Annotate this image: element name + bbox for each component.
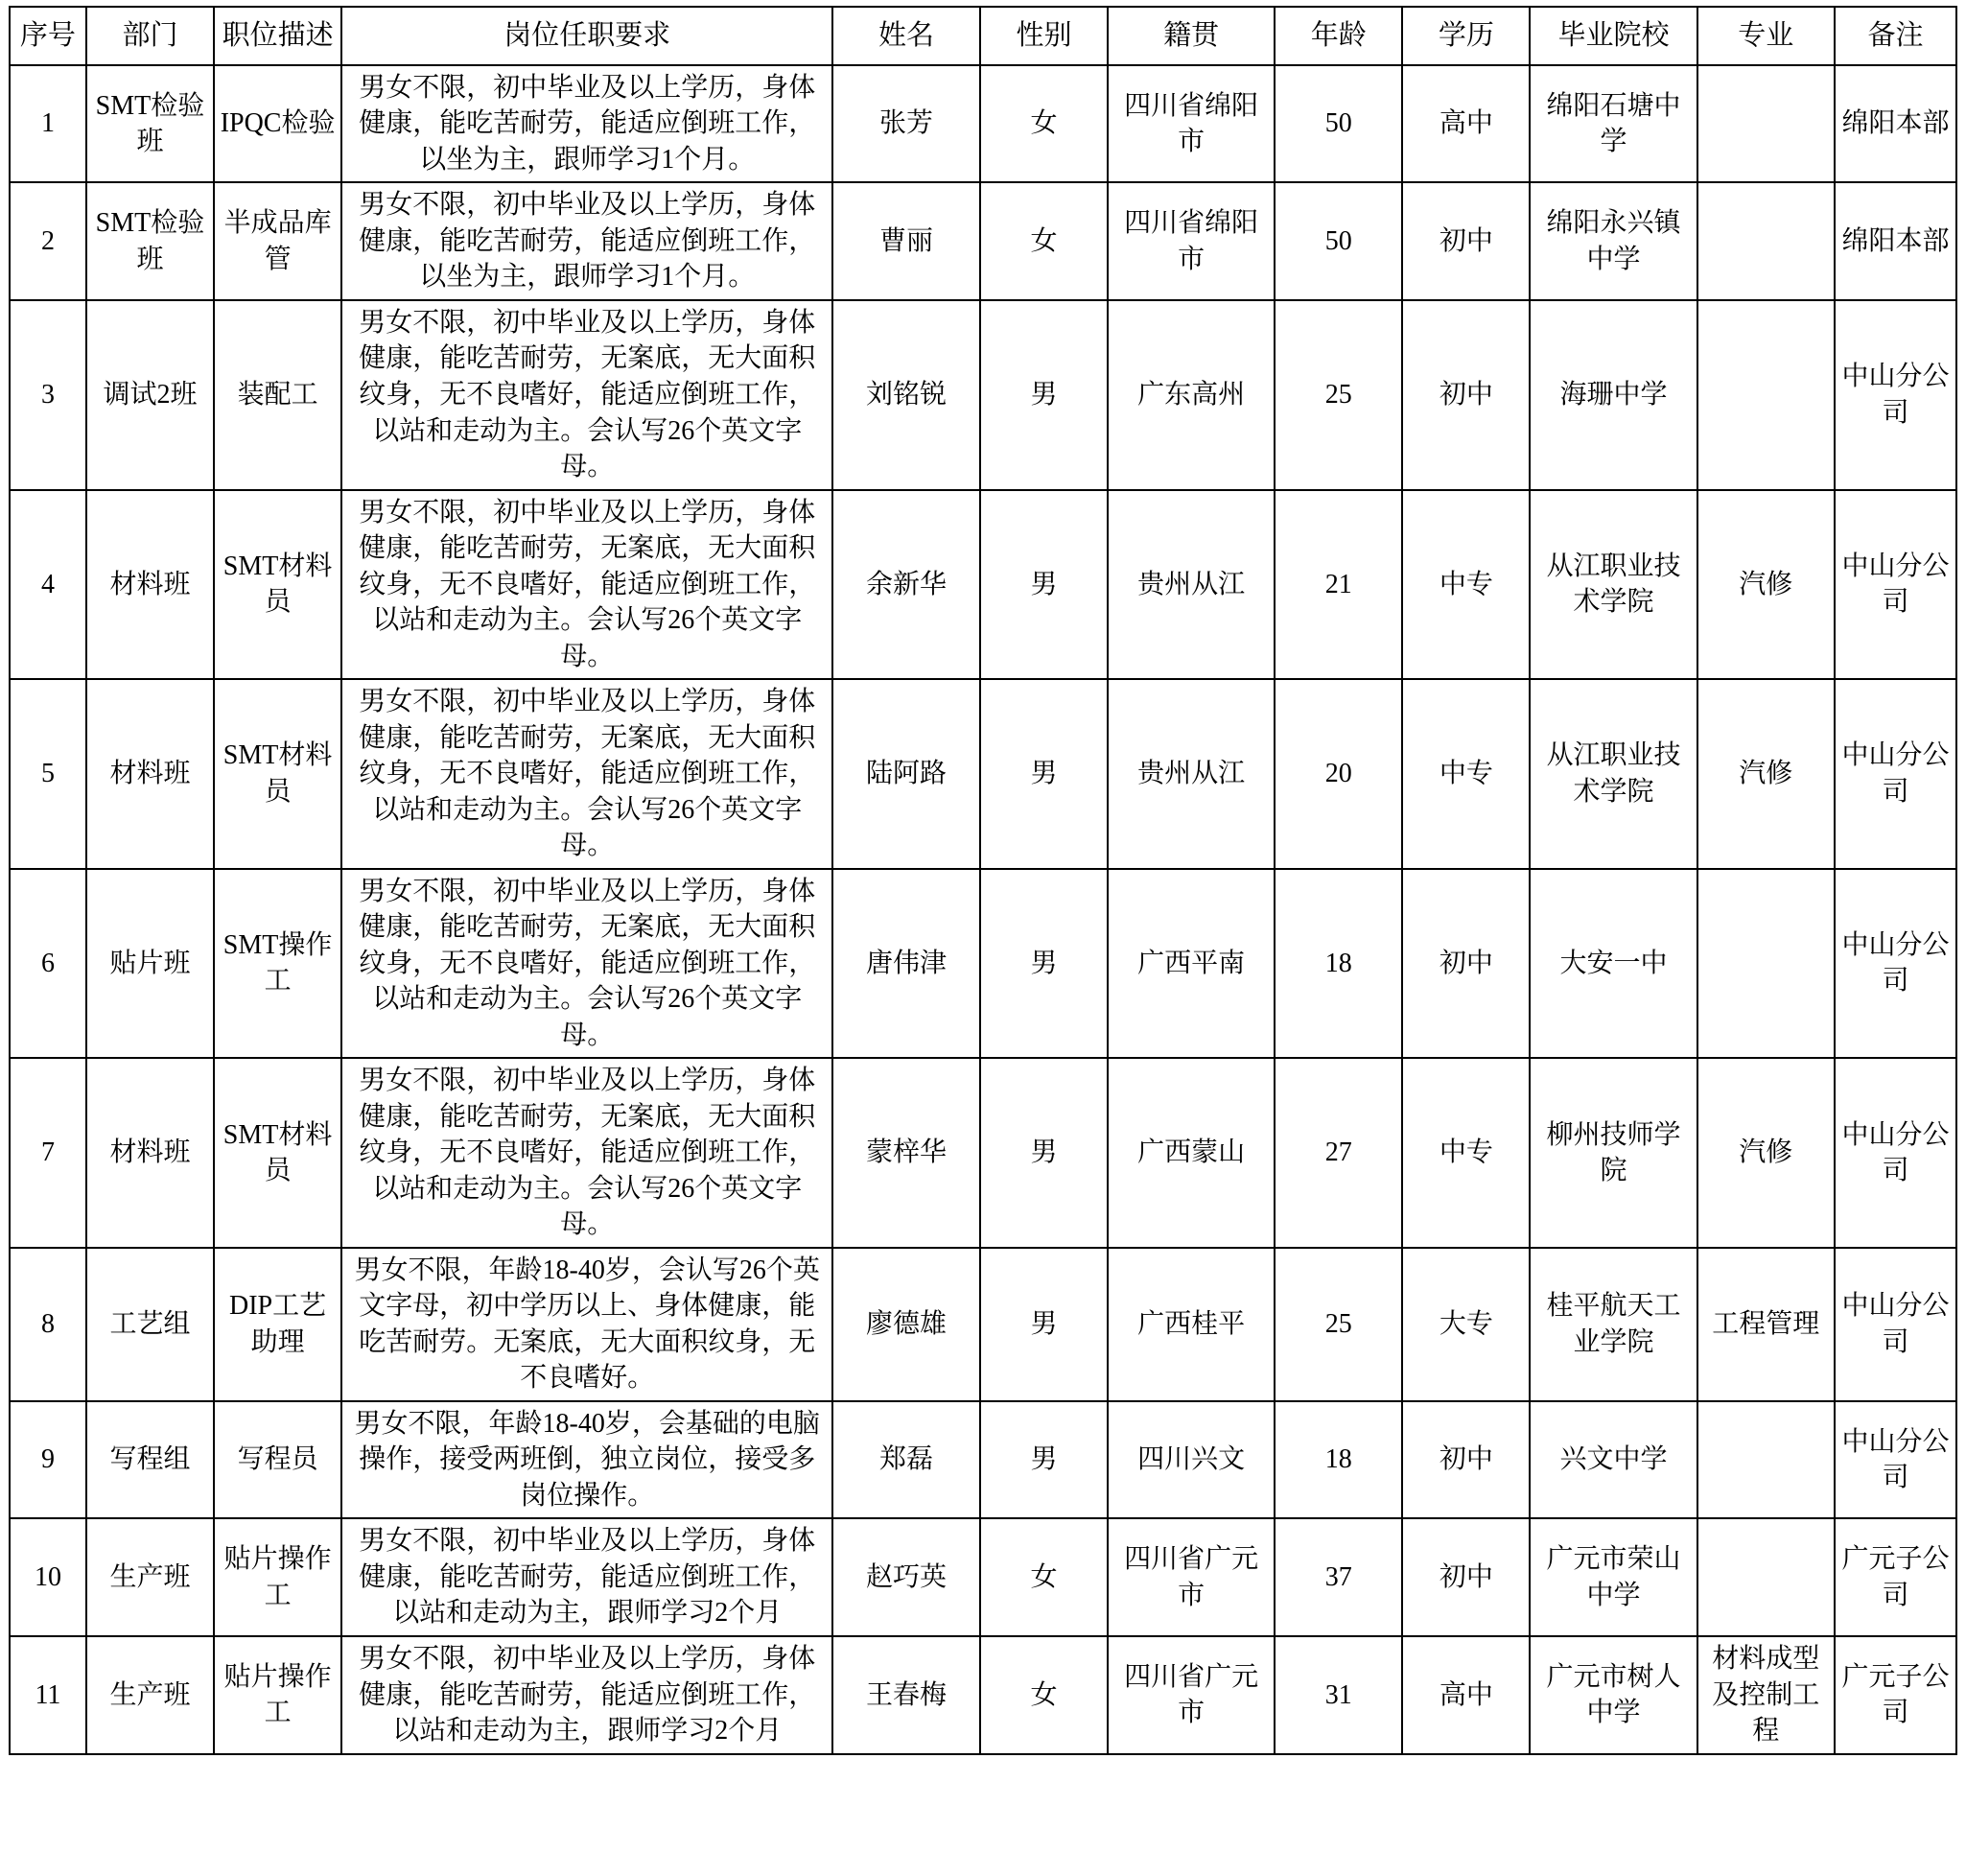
table-row bbox=[10, 65, 1956, 183]
cell-school: 桂平航天工业学院 bbox=[1530, 1248, 1697, 1401]
cell-school: 广元市荣山中学 bbox=[1530, 1518, 1697, 1636]
cell-position: 贴片操作工 bbox=[214, 1518, 341, 1636]
cell-position: DIP工艺助理 bbox=[214, 1248, 341, 1401]
cell-major bbox=[1697, 182, 1835, 300]
column-header-major: 专业 bbox=[1697, 7, 1835, 65]
cell-age: 20 bbox=[1275, 679, 1402, 869]
cell-major: 汽修 bbox=[1697, 490, 1835, 680]
cell-education: 初中 bbox=[1402, 1401, 1530, 1519]
cell-name: 余新华 bbox=[832, 490, 980, 680]
cell-position: SMT操作工 bbox=[214, 869, 341, 1059]
cell-school: 柳州技师学院 bbox=[1530, 1058, 1697, 1248]
column-header-department: 部门 bbox=[86, 7, 214, 65]
cell-origin: 四川省广元市 bbox=[1108, 1518, 1275, 1636]
cell-name: 蒙梓华 bbox=[832, 1058, 980, 1248]
cell-origin: 广西蒙山 bbox=[1108, 1058, 1275, 1248]
cell-position: SMT材料员 bbox=[214, 1058, 341, 1248]
cell-index: 7 bbox=[10, 1058, 86, 1248]
cell-major: 汽修 bbox=[1697, 679, 1835, 869]
cell-note: 中山分公司 bbox=[1835, 300, 1956, 490]
table-row bbox=[10, 869, 1956, 1059]
cell-gender: 女 bbox=[980, 1636, 1108, 1754]
cell-note: 中山分公司 bbox=[1835, 869, 1956, 1059]
cell-gender: 男 bbox=[980, 1058, 1108, 1248]
cell-school: 大安一中 bbox=[1530, 869, 1697, 1059]
cell-major bbox=[1697, 300, 1835, 490]
cell-requirement: 男女不限，初中毕业及以上学历，身体健康，能吃苦耐劳，能适应倒班工作，以坐为主，跟师学习1个月。 bbox=[341, 65, 832, 183]
cell-education: 中专 bbox=[1402, 1058, 1530, 1248]
cell-requirement: 男女不限，初中毕业及以上学历，身体健康，能吃苦耐劳，能适应倒班工作，以坐为主，跟师学习1个月。 bbox=[341, 182, 832, 300]
column-header-gender: 性别 bbox=[980, 7, 1108, 65]
cell-gender: 男 bbox=[980, 869, 1108, 1059]
column-header-position: 职位描述 bbox=[214, 7, 341, 65]
cell-age: 37 bbox=[1275, 1518, 1402, 1636]
cell-name: 刘铭锐 bbox=[832, 300, 980, 490]
cell-department: 材料班 bbox=[86, 1058, 214, 1248]
cell-school: 从江职业技术学院 bbox=[1530, 490, 1697, 680]
column-header-note: 备注 bbox=[1835, 7, 1956, 65]
table-row bbox=[10, 1636, 1956, 1754]
cell-origin: 四川省绵阳市 bbox=[1108, 182, 1275, 300]
cell-note: 绵阳本部 bbox=[1835, 182, 1956, 300]
cell-name: 郑磊 bbox=[832, 1401, 980, 1519]
cell-school: 广元市树人中学 bbox=[1530, 1636, 1697, 1754]
cell-requirement: 男女不限，年龄18-40岁，会认写26个英文字母，初中学历以上、身体健康，能吃苦耐劳。无案底，无大面积纹身，无不良嗜好。 bbox=[341, 1248, 832, 1401]
cell-origin: 四川省绵阳市 bbox=[1108, 65, 1275, 183]
cell-gender: 男 bbox=[980, 1401, 1108, 1519]
cell-age: 25 bbox=[1275, 300, 1402, 490]
cell-school: 绵阳永兴镇中学 bbox=[1530, 182, 1697, 300]
cell-gender: 男 bbox=[980, 679, 1108, 869]
cell-origin: 广西平南 bbox=[1108, 869, 1275, 1059]
cell-school: 从江职业技术学院 bbox=[1530, 679, 1697, 869]
cell-department: 生产班 bbox=[86, 1636, 214, 1754]
table-row bbox=[10, 300, 1956, 490]
cell-age: 18 bbox=[1275, 1401, 1402, 1519]
cell-name: 张芳 bbox=[832, 65, 980, 183]
cell-education: 初中 bbox=[1402, 182, 1530, 300]
cell-education: 初中 bbox=[1402, 869, 1530, 1059]
cell-requirement: 男女不限，初中毕业及以上学历，身体健康，能吃苦耐劳，无案底，无大面积纹身，无不良嗜好，能适应倒班工作，以站和走动为主。会认写26个英文字母。 bbox=[341, 869, 832, 1059]
cell-requirement: 男女不限，初中毕业及以上学历，身体健康，能吃苦耐劳，无案底，无大面积纹身，无不良嗜好，能适应倒班工作，以站和走动为主。会认写26个英文字母。 bbox=[341, 300, 832, 490]
cell-major: 汽修 bbox=[1697, 1058, 1835, 1248]
table-row bbox=[10, 679, 1956, 869]
cell-school: 兴文中学 bbox=[1530, 1401, 1697, 1519]
column-header-origin: 籍贯 bbox=[1108, 7, 1275, 65]
cell-department: 材料班 bbox=[86, 679, 214, 869]
cell-department: 贴片班 bbox=[86, 869, 214, 1059]
cell-gender: 男 bbox=[980, 490, 1108, 680]
cell-major bbox=[1697, 1401, 1835, 1519]
cell-origin: 四川省广元市 bbox=[1108, 1636, 1275, 1754]
cell-name: 唐伟津 bbox=[832, 869, 980, 1059]
cell-origin: 贵州从江 bbox=[1108, 490, 1275, 680]
cell-position: 半成品库管 bbox=[214, 182, 341, 300]
cell-note: 中山分公司 bbox=[1835, 1401, 1956, 1519]
cell-note: 广元子公司 bbox=[1835, 1636, 1956, 1754]
cell-gender: 女 bbox=[980, 1518, 1108, 1636]
cell-education: 高中 bbox=[1402, 65, 1530, 183]
cell-department: SMT检验班 bbox=[86, 65, 214, 183]
cell-name: 赵巧英 bbox=[832, 1518, 980, 1636]
cell-origin: 四川兴文 bbox=[1108, 1401, 1275, 1519]
cell-position: SMT材料员 bbox=[214, 490, 341, 680]
cell-age: 21 bbox=[1275, 490, 1402, 680]
table-row bbox=[10, 1518, 1956, 1636]
cell-name: 廖德雄 bbox=[832, 1248, 980, 1401]
cell-department: 生产班 bbox=[86, 1518, 214, 1636]
cell-education: 高中 bbox=[1402, 1636, 1530, 1754]
cell-age: 27 bbox=[1275, 1058, 1402, 1248]
cell-education: 初中 bbox=[1402, 1518, 1530, 1636]
cell-department: SMT检验班 bbox=[86, 182, 214, 300]
cell-note: 广元子公司 bbox=[1835, 1518, 1956, 1636]
cell-index: 11 bbox=[10, 1636, 86, 1754]
cell-position: SMT材料员 bbox=[214, 679, 341, 869]
cell-school: 海珊中学 bbox=[1530, 300, 1697, 490]
cell-gender: 女 bbox=[980, 65, 1108, 183]
column-header-age: 年龄 bbox=[1275, 7, 1402, 65]
cell-education: 大专 bbox=[1402, 1248, 1530, 1401]
cell-name: 曹丽 bbox=[832, 182, 980, 300]
cell-note: 绵阳本部 bbox=[1835, 65, 1956, 183]
cell-requirement: 男女不限，初中毕业及以上学历，身体健康，能吃苦耐劳，无案底，无大面积纹身，无不良嗜好，能适应倒班工作，以站和走动为主。会认写26个英文字母。 bbox=[341, 1058, 832, 1248]
cell-gender: 男 bbox=[980, 1248, 1108, 1401]
cell-department: 工艺组 bbox=[86, 1248, 214, 1401]
cell-age: 18 bbox=[1275, 869, 1402, 1059]
cell-requirement: 男女不限，初中毕业及以上学历，身体健康，能吃苦耐劳，无案底，无大面积纹身，无不良嗜好，能适应倒班工作，以站和走动为主。会认写26个英文字母。 bbox=[341, 679, 832, 869]
cell-education: 初中 bbox=[1402, 300, 1530, 490]
cell-index: 9 bbox=[10, 1401, 86, 1519]
cell-major: 材料成型及控制工程 bbox=[1697, 1636, 1835, 1754]
cell-name: 陆阿路 bbox=[832, 679, 980, 869]
cell-requirement: 男女不限，年龄18-40岁，会基础的电脑操作，接受两班倒，独立岗位，接受多岗位操作。 bbox=[341, 1401, 832, 1519]
cell-note: 中山分公司 bbox=[1835, 679, 1956, 869]
table-header-row bbox=[10, 7, 1956, 65]
cell-name: 王春梅 bbox=[832, 1636, 980, 1754]
cell-position: 贴片操作工 bbox=[214, 1636, 341, 1754]
cell-major bbox=[1697, 65, 1835, 183]
table-row bbox=[10, 1248, 1956, 1401]
cell-requirement: 男女不限，初中毕业及以上学历，身体健康，能吃苦耐劳，无案底，无大面积纹身，无不良嗜好，能适应倒班工作，以站和走动为主。会认写26个英文字母。 bbox=[341, 490, 832, 680]
cell-gender: 男 bbox=[980, 300, 1108, 490]
cell-major bbox=[1697, 869, 1835, 1059]
cell-age: 50 bbox=[1275, 65, 1402, 183]
column-header-school: 毕业院校 bbox=[1530, 7, 1697, 65]
column-header-name: 姓名 bbox=[832, 7, 980, 65]
cell-age: 31 bbox=[1275, 1636, 1402, 1754]
cell-gender: 女 bbox=[980, 182, 1108, 300]
cell-index: 8 bbox=[10, 1248, 86, 1401]
cell-origin: 贵州从江 bbox=[1108, 679, 1275, 869]
cell-origin: 广西桂平 bbox=[1108, 1248, 1275, 1401]
cell-index: 3 bbox=[10, 300, 86, 490]
cell-position: 装配工 bbox=[214, 300, 341, 490]
cell-position: IPQC检验 bbox=[214, 65, 341, 183]
cell-position: 写程员 bbox=[214, 1401, 341, 1519]
cell-education: 中专 bbox=[1402, 490, 1530, 680]
cell-requirement: 男女不限，初中毕业及以上学历，身体健康，能吃苦耐劳，能适应倒班工作，以站和走动为主，跟师学习2个月 bbox=[341, 1518, 832, 1636]
cell-index: 2 bbox=[10, 182, 86, 300]
table-row bbox=[10, 490, 1956, 680]
column-header-requirement: 岗位任职要求 bbox=[341, 7, 832, 65]
cell-index: 4 bbox=[10, 490, 86, 680]
column-header-education: 学历 bbox=[1402, 7, 1530, 65]
cell-index: 6 bbox=[10, 869, 86, 1059]
table-row bbox=[10, 182, 1956, 300]
cell-requirement: 男女不限，初中毕业及以上学历，身体健康，能吃苦耐劳，能适应倒班工作，以站和走动为主，跟师学习2个月 bbox=[341, 1636, 832, 1754]
column-header-index: 序号 bbox=[10, 7, 86, 65]
table-row bbox=[10, 1058, 1956, 1248]
cell-note: 中山分公司 bbox=[1835, 1058, 1956, 1248]
cell-origin: 广东高州 bbox=[1108, 300, 1275, 490]
cell-department: 写程组 bbox=[86, 1401, 214, 1519]
cell-index: 1 bbox=[10, 65, 86, 183]
cell-department: 调试2班 bbox=[86, 300, 214, 490]
recruitment-table bbox=[9, 6, 1957, 1755]
cell-note: 中山分公司 bbox=[1835, 1248, 1956, 1401]
cell-age: 25 bbox=[1275, 1248, 1402, 1401]
table-row bbox=[10, 1401, 1956, 1519]
cell-age: 50 bbox=[1275, 182, 1402, 300]
cell-department: 材料班 bbox=[86, 490, 214, 680]
cell-major bbox=[1697, 1518, 1835, 1636]
cell-education: 中专 bbox=[1402, 679, 1530, 869]
cell-index: 10 bbox=[10, 1518, 86, 1636]
cell-note: 中山分公司 bbox=[1835, 490, 1956, 680]
cell-index: 5 bbox=[10, 679, 86, 869]
cell-major: 工程管理 bbox=[1697, 1248, 1835, 1401]
cell-school: 绵阳石塘中学 bbox=[1530, 65, 1697, 183]
